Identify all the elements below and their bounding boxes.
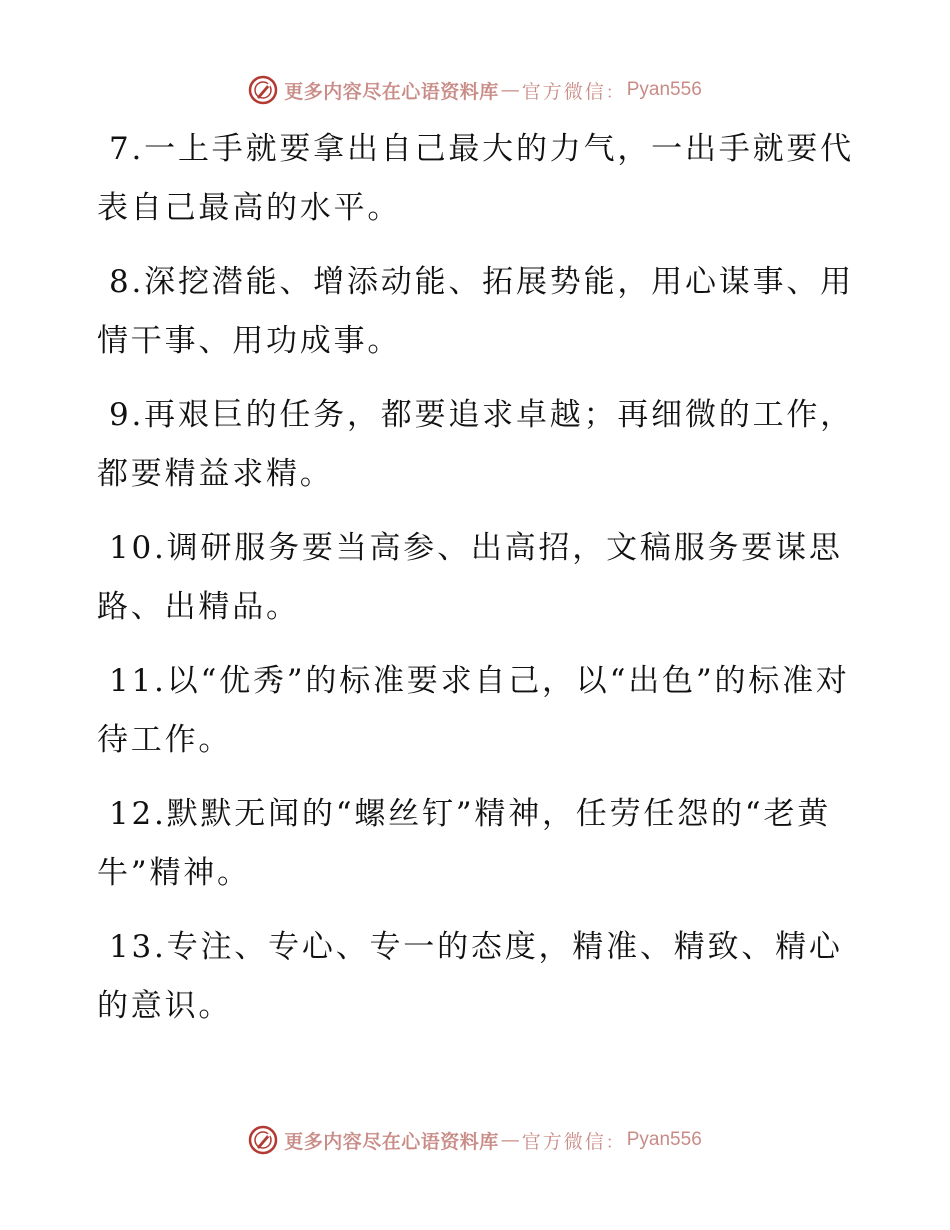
banner-wechat-label: 官方微信 <box>521 1130 606 1153</box>
banner-separator: — <box>500 79 520 101</box>
list-item: 13.专注、专心、专一的态度，精准、精致、精心的意识。 <box>97 929 843 1024</box>
list-item: 11.以“优秀”的标准要求自己，以“出色”的标准对待工作。 <box>97 663 850 758</box>
list-item: 12.默默无闻的“螺丝钉”精神，任劳任怨的“老黄牛”精神。 <box>97 796 832 891</box>
header-banner <box>0 72 950 108</box>
banner-separator: — <box>500 1129 520 1151</box>
banner-wechat-handle: Pyan556 <box>626 79 702 100</box>
document-body <box>97 120 857 1051</box>
list-item: 8.深挖潜能、增添动能、拓展势能，用心谋事、用情干事、用功成事。 <box>97 264 854 359</box>
pen-nib-logo-icon <box>248 1125 278 1155</box>
banner-wechat-label: 官方微信 <box>521 80 606 103</box>
banner-brand-text: 更多内容尽在心语资料库 <box>284 80 499 103</box>
banner-wechat-handle: Pyan556 <box>626 1129 702 1150</box>
banner-colon: ： <box>605 1132 623 1153</box>
list-item: 7.一上手就要拿出自己最大的力气，一出手就要代表自己最高的水平。 <box>97 131 854 226</box>
list-item: 9.再艰巨的任务，都要追求卓越；再细微的工作，都要精益求精。 <box>97 397 854 492</box>
list-item: 10.调研服务要当高参、出高招，文稿服务要谋思路、出精品。 <box>97 530 843 625</box>
banner-brand-text: 更多内容尽在心语资料库 <box>284 1130 499 1153</box>
banner-colon: ： <box>605 82 623 103</box>
footer-banner <box>0 1122 950 1158</box>
pen-nib-logo-icon <box>248 75 278 105</box>
